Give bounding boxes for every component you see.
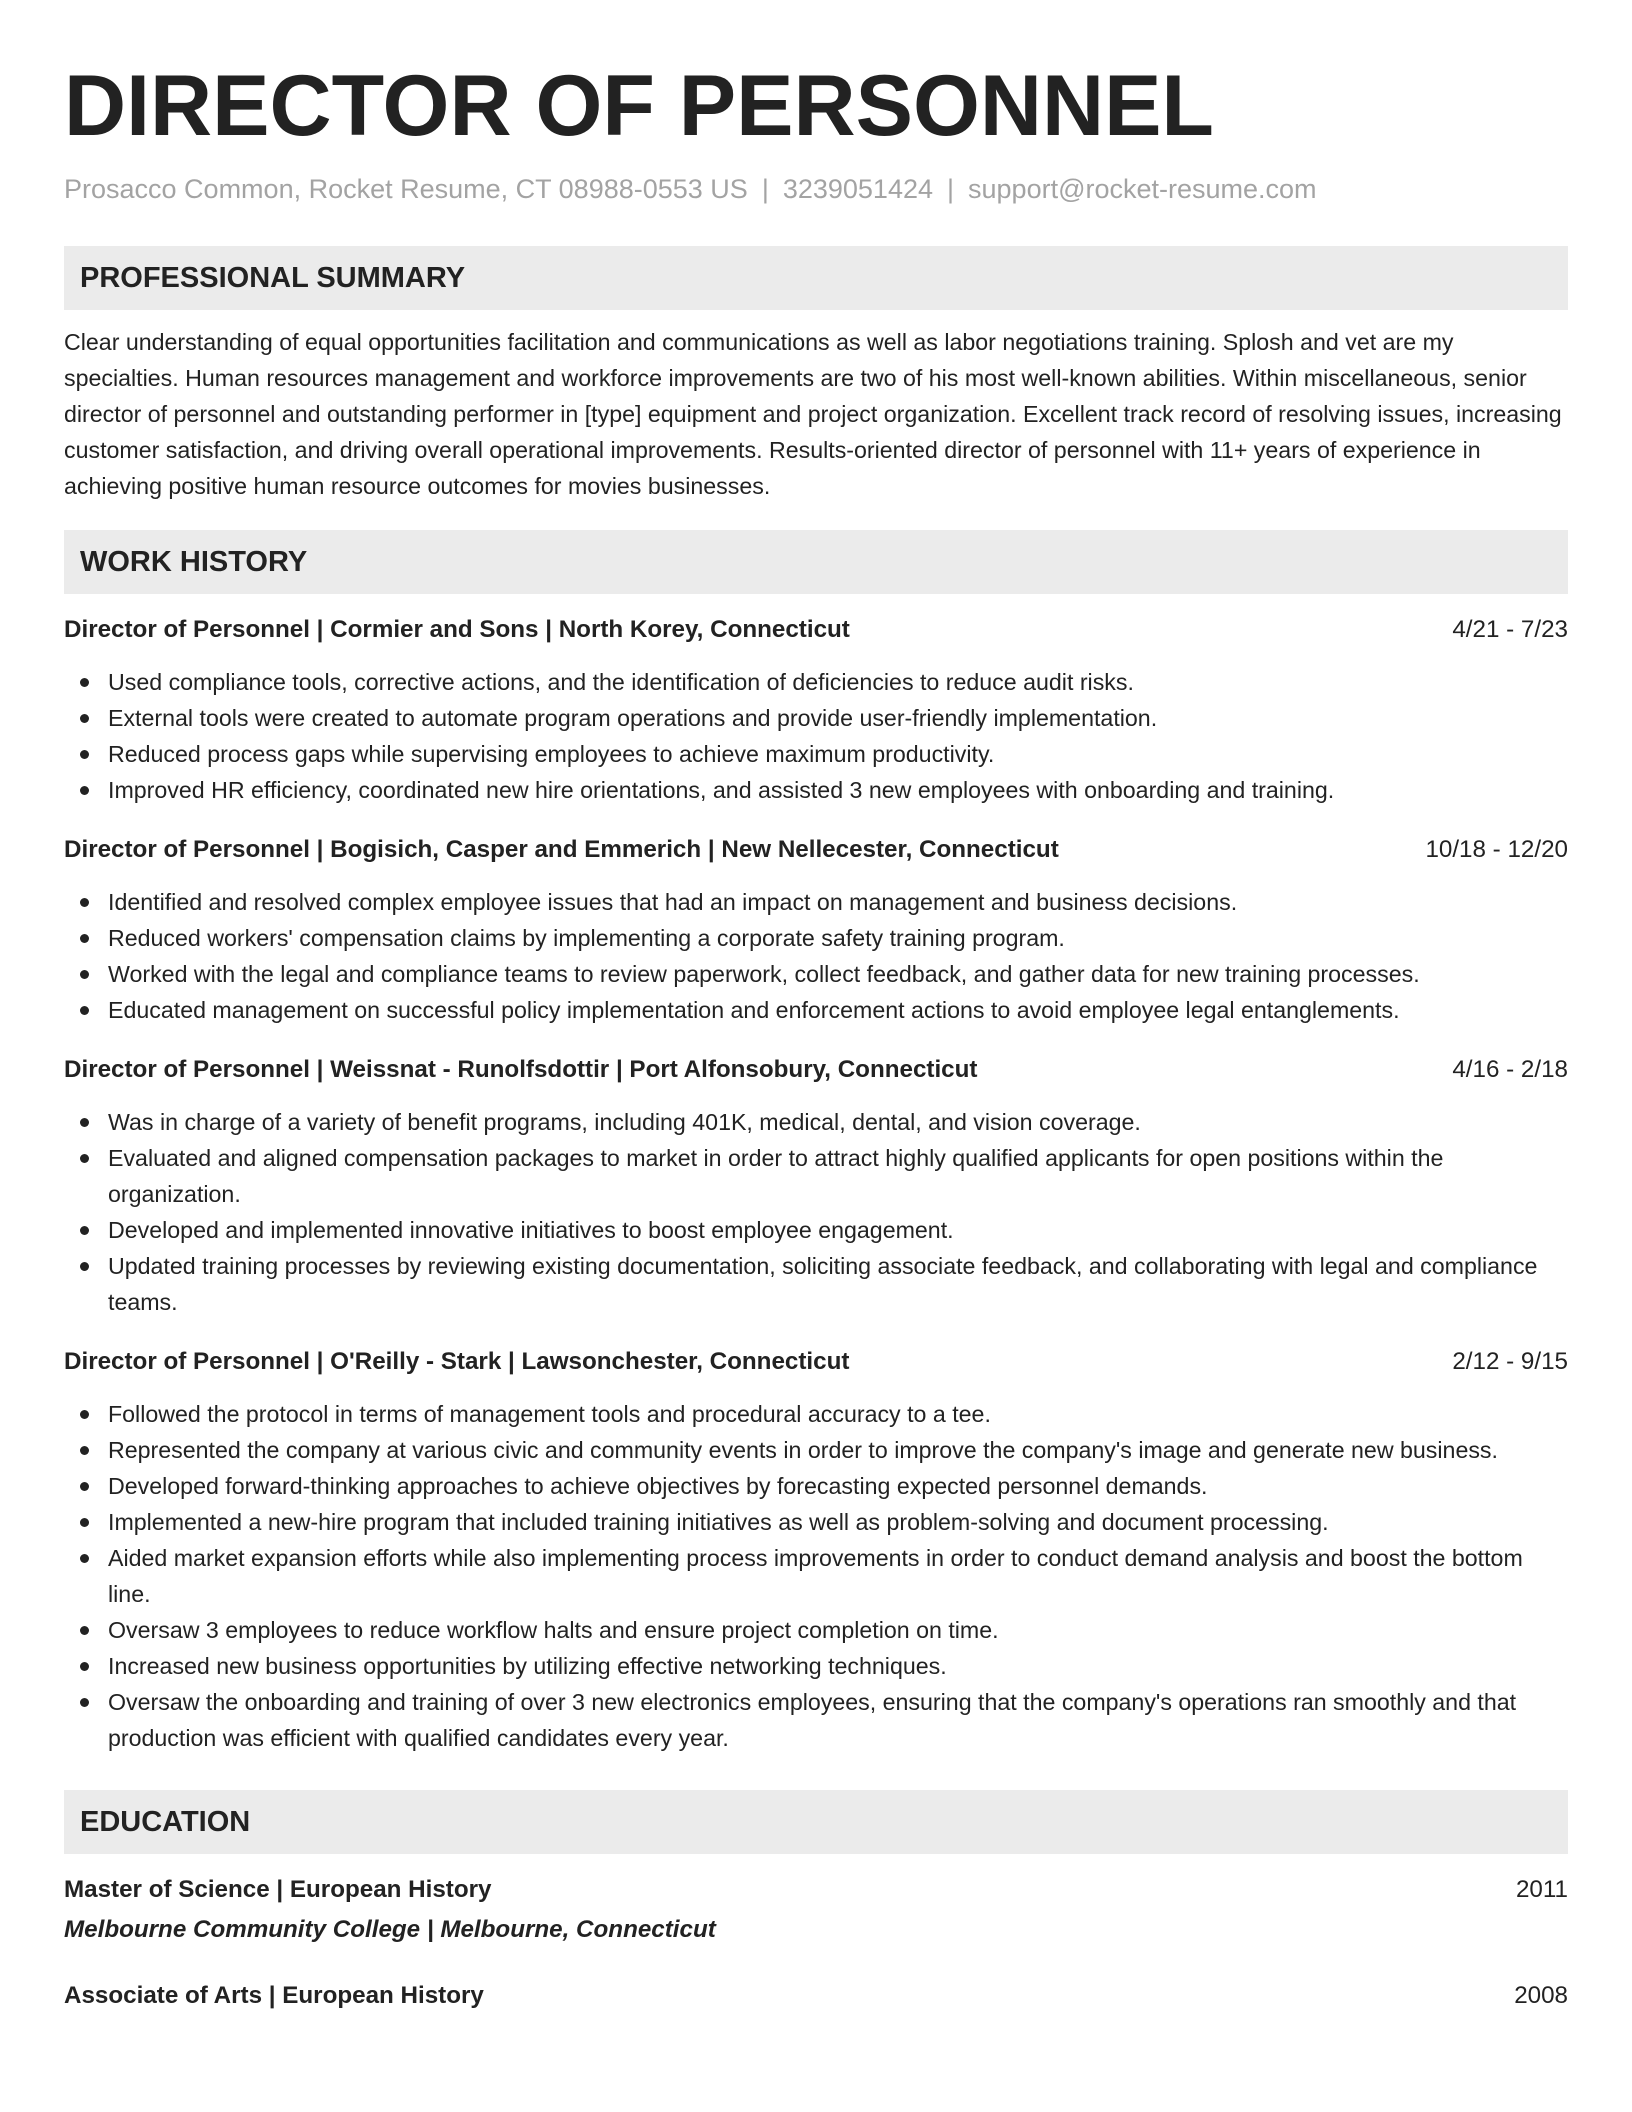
section-heading-summary: PROFESSIONAL SUMMARY [64,246,1568,310]
education-year: 2011 [1515,1876,1568,1903]
job-bullet: Was in charge of a variety of benefit programs, including 401K, medical, dental, and vision coverage. [64,1104,1568,1140]
job-bullet: Educated management on successful policy implementation and enforcement actions to avoid employee legal entanglements. [64,992,1568,1028]
job-dates: 10/18 - 12/20 [1425,836,1568,863]
education-degree: Master of Science | European History [64,1876,492,1903]
job-entry [64,1052,1568,1320]
job-bullet: Improved HR efficiency, coordinated new hire orientations, and assisted 3 new employees with onboarding and training. [64,772,1568,808]
job-entry [64,612,1568,808]
section-heading-education: EDUCATION [64,1790,1568,1854]
job-title: Director of Personnel | Bogisich, Casper and Emmerich | New Nellecester, Connecticut [64,836,1059,863]
contact-line [64,172,1568,206]
job-bullet: Identified and resolved complex employee issues that had an impact on management and business decisions. [64,884,1568,920]
education-header [64,1978,1568,2014]
job-bullet: Reduced workers' compensation claims by implementing a corporate safety training program. [64,920,1568,956]
job-bullets [64,1104,1568,1320]
education-header [64,1872,1568,1908]
job-bullet: External tools were created to automate program operations and provide user-friendly implementation. [64,700,1568,736]
job-header [64,612,1568,648]
job-bullet: Evaluated and aligned compensation packages to market in order to attract highly qualified applicants for open positions within the organization. [64,1140,1568,1212]
job-bullets [64,1396,1568,1756]
education-entry [64,1978,1568,2014]
job-bullet: Increased new business opportunities by utilizing effective networking techniques. [64,1648,1568,1684]
job-bullets [64,664,1568,808]
contact-separator: | [947,174,955,204]
job-header [64,1344,1568,1380]
summary-text: Clear understanding of equal opportunities facilitation and communications as well as labor negotiations training. Splosh and vet are my specialties. Human resources management and workforce improvements are two of his most well-known abilities. Within miscellaneous, senior director of personnel and outstanding performer in [type] equipment and project organization. Excellent track record of resolving issues, increasing customer satisfaction, and driving overall operational improvements. Results-oriented director of personnel with 11+ years of experience in achieving positive human resource outcomes for movies businesses. [64,329,1562,499]
job-bullet: Reduced process gaps while supervising employees to achieve maximum productivity. [64,736,1568,772]
job-dates: 4/16 - 2/18 [1452,1056,1568,1083]
job-dates: 4/21 - 7/23 [1452,616,1568,643]
job-header [64,832,1568,868]
job-bullet: Oversaw the onboarding and training of over 3 new electronics employees, ensuring that the company's operations ran smoothly and that production was efficient with qualified candidates every year. [64,1684,1568,1756]
contact-separator: | [761,174,769,204]
contact-address: Prosacco Common, Rocket Resume, CT 08988-0553 US [64,174,748,204]
job-bullet: Implemented a new-hire program that included training initiatives as well as problem-solving and document processing. [64,1504,1568,1540]
contact-email: support@rocket-resume.com [968,174,1317,204]
job-bullet: Represented the company at various civic and community events in order to improve the company's image and generate new business. [64,1432,1568,1468]
education-school: Melbourne Community College | Melbourne, Connecticut [64,1916,716,1943]
education-year: 2008 [1514,1982,1568,2009]
job-title: Director of Personnel | O'Reilly - Stark | Lawsonchester, Connecticut [64,1348,850,1375]
job-bullet: Updated training processes by reviewing existing documentation, soliciting associate feedback, and collaborating with legal and compliance teams. [64,1248,1568,1320]
job-title: Director of Personnel | Cormier and Sons | North Korey, Connecticut [64,616,850,643]
job-dates: 2/12 - 9/15 [1452,1348,1568,1375]
job-entry [64,1344,1568,1756]
job-header [64,1052,1568,1088]
education-entry [64,1872,1568,1948]
section-heading-work-history: WORK HISTORY [64,530,1568,594]
job-bullet: Oversaw 3 employees to reduce workflow halts and ensure project completion on time. [64,1612,1568,1648]
job-bullet: Followed the protocol in terms of management tools and procedural accuracy to a tee. [64,1396,1568,1432]
contact-phone: 3239051424 [782,174,933,204]
job-bullet: Developed and implemented innovative initiatives to boost employee engagement. [64,1212,1568,1248]
job-bullets [64,884,1568,1028]
job-title: Director of Personnel | Weissnat - Runolfsdottir | Port Alfonsobury, Connecticut [64,1056,978,1083]
resume-title: DIRECTOR OF PERSONNEL [64,58,1214,154]
job-bullet: Worked with the legal and compliance teams to review paperwork, collect feedback, and gather data for new training processes. [64,956,1568,992]
job-entry [64,832,1568,1028]
education-degree: Associate of Arts | European History [64,1982,484,2009]
job-bullet: Used compliance tools, corrective actions, and the identification of deficiencies to reduce audit risks. [64,664,1568,700]
job-bullet: Aided market expansion efforts while also implementing process improvements in order to conduct demand analysis and boost the bottom line. [64,1540,1568,1612]
job-bullet: Developed forward-thinking approaches to achieve objectives by forecasting expected personnel demands. [64,1468,1568,1504]
